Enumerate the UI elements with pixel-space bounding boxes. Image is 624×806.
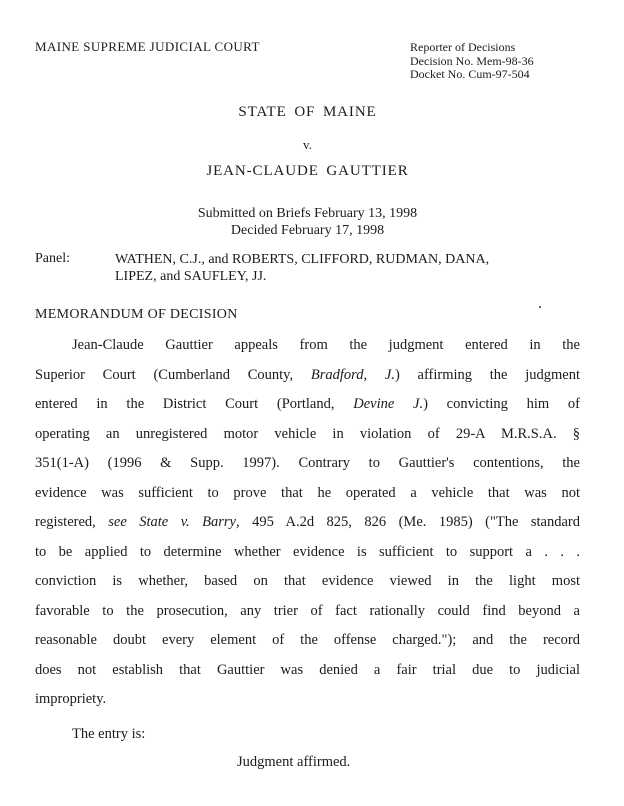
text-segment: favorable to the prosecution, any trier of fact rationally could find beyond a bbox=[35, 602, 580, 619]
italic-citation: see State v. Barry bbox=[108, 514, 236, 530]
text-segment: Jean-Claude Gauttier appeals from the judgment entered in the bbox=[72, 337, 580, 353]
disposition-text: Judgment affirmed. bbox=[237, 754, 351, 770]
text-segment: conviction is whether, based on that evidence viewed in the light most bbox=[35, 573, 580, 589]
caption-appellee: STATE OF MAINE bbox=[238, 104, 377, 120]
memorandum-heading: MEMORANDUM OF DECISION bbox=[35, 307, 238, 322]
body-line bbox=[35, 626, 580, 656]
text-segment: ) convicting him of bbox=[423, 396, 580, 412]
body-line bbox=[35, 479, 580, 509]
reporter-block bbox=[410, 41, 534, 82]
body-line bbox=[35, 567, 580, 597]
text-segment: reasonable doubt every element of the offense charged."); and the record bbox=[35, 632, 580, 648]
text-segment: Superior Court (Cumberland County, bbox=[35, 366, 311, 383]
text-segment: impropriety. bbox=[35, 691, 107, 707]
text-segment: , 495 A.2d 825, 826 (Me. 1985) ("The standard bbox=[235, 514, 580, 530]
body-line bbox=[35, 449, 580, 479]
decision-number: Decision No. Mem-98-36 bbox=[410, 53, 534, 68]
caption-versus: v. bbox=[303, 137, 312, 152]
text-segment: registered, bbox=[35, 514, 109, 530]
body-line bbox=[35, 597, 580, 627]
decided-date: Decided February 17, 1998 bbox=[230, 223, 385, 238]
dates-block bbox=[35, 205, 580, 239]
body-line bbox=[35, 361, 580, 391]
body-line bbox=[35, 420, 580, 450]
text-segment: to be applied to determine whether evidence is sufficient to support a . . . bbox=[35, 543, 580, 560]
body-line bbox=[35, 508, 580, 538]
text-segment: 351(1-A) (1996 & Supp. 1997). Contrary to Gauttier's contentions, the bbox=[35, 455, 580, 471]
text-segment: does not establish that Gauttier was denied a fair trial due to judicial bbox=[35, 661, 580, 678]
panel-line-2: LIPEZ, and SAUFLEY, JJ. bbox=[115, 269, 267, 284]
docket-number: Docket No. Cum-97-504 bbox=[410, 67, 530, 81]
text-segment: operating an unregistered motor vehicle in violation of 29-A M.R.S.A. § bbox=[35, 425, 580, 442]
body-line bbox=[35, 538, 580, 568]
text-segment: entered in the District Court (Portland, bbox=[35, 396, 354, 412]
body-line bbox=[35, 656, 580, 686]
text-segment: ) affirming the judgment bbox=[394, 366, 580, 383]
entry-label: The entry is: bbox=[72, 726, 146, 742]
body-line bbox=[35, 331, 580, 361]
italic-citation: Bradford, J. bbox=[310, 366, 395, 383]
reporter-of-decisions: Reporter of Decisions bbox=[410, 40, 516, 54]
scan-artifact-dot bbox=[539, 306, 541, 308]
panel-names bbox=[115, 251, 585, 285]
body-line bbox=[35, 390, 580, 420]
caption-appellant: JEAN-CLAUDE GAUTTIER bbox=[206, 163, 409, 179]
court-name: MAINE SUPREME JUDICIAL COURT bbox=[35, 39, 260, 54]
panel-label: Panel: bbox=[35, 251, 70, 266]
submitted-date: Submitted on Briefs February 13, 1998 bbox=[197, 206, 418, 221]
panel-line-1: WATHEN, C.J., and ROBERTS, CLIFFORD, RUDMAN, DANA, bbox=[115, 252, 490, 267]
text-segment: evidence was sufficient to prove that he operated a vehicle that was not bbox=[35, 484, 580, 501]
body-line bbox=[35, 685, 580, 715]
body-lines bbox=[35, 331, 580, 715]
italic-citation: Devine J. bbox=[353, 396, 424, 412]
